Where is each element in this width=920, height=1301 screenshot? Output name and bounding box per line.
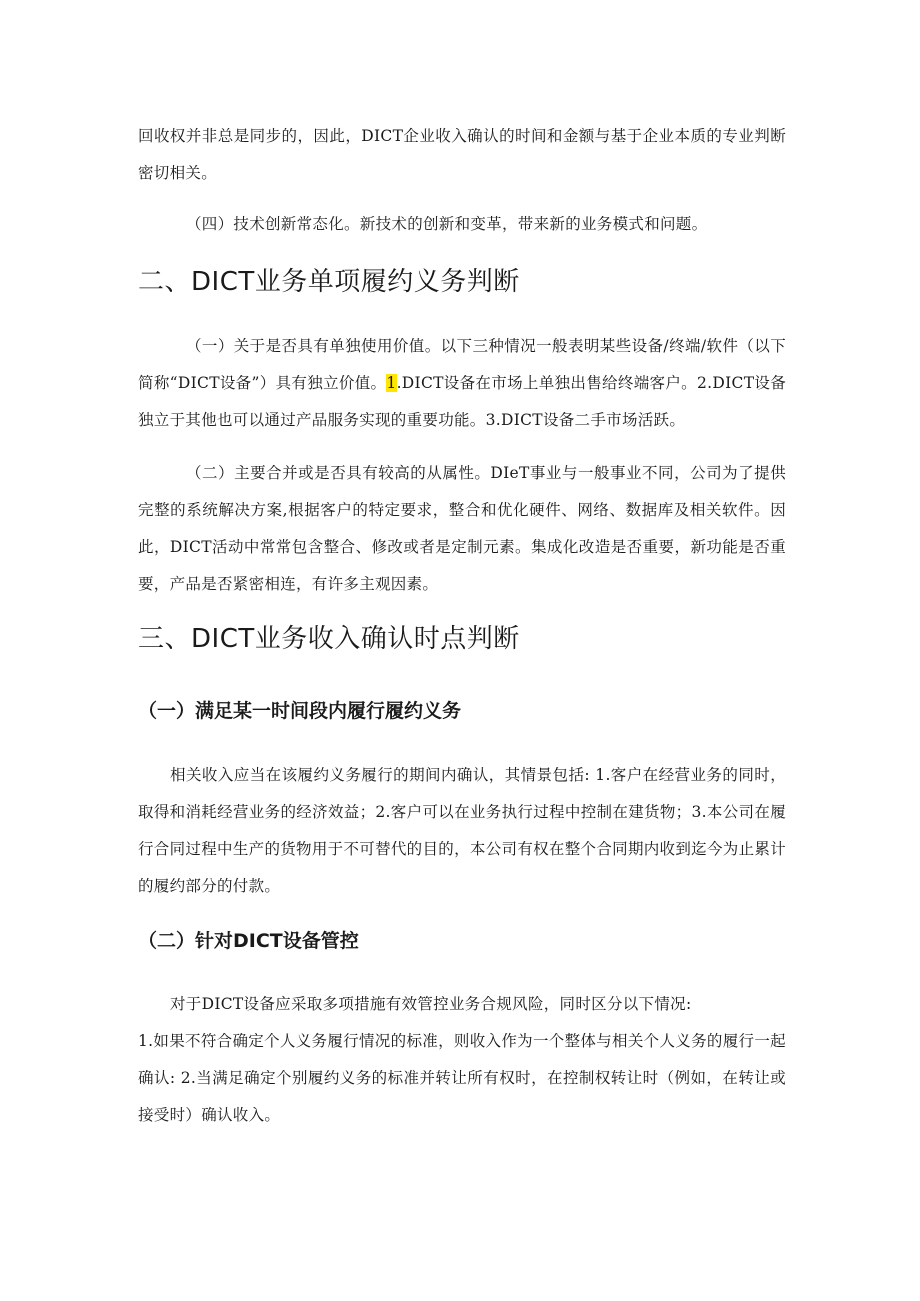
paragraph-period-recognition: 相关收入应当在该履约义务履行的期间内确认，其情景包括: 1.客户在经营业务的同时，取得和消耗经营业务的经济效益；2.客户可以在业务执行过程中控制在建货物；3.本公司在履行合同过程中生产的货物用于不可替代的目的，本公司有权在整个合同期内收到迄今为止累计的履约部分的付款。 bbox=[138, 766, 786, 895]
paragraph-tech-innovation: （四）技术创新常态化。新技术的创新和变革，带来新的业务模式和问题。 bbox=[186, 215, 708, 233]
section-heading-2: 二、DICT业务单项履约义务判断 bbox=[138, 267, 520, 297]
paragraph-device-control: 对于DICT设备应采取多项措施有效管控业务合规风险，同时区分以下情况: bbox=[170, 995, 692, 1013]
paragraph-standalone-value bbox=[138, 328, 786, 439]
subsection-heading-period: （一）满足某一时间段内履行履约义务 bbox=[138, 700, 462, 722]
paragraph-standalone-value-before: （一）关于是否具有单独使用价值。以下三种情况一般表明某些设备/终端/软件（以下简称“DICT设备”）具有独立价值。 bbox=[138, 337, 786, 392]
section-heading-3: 三、DICT业务收入确认时点判断 bbox=[138, 624, 520, 654]
paragraph-recognition-cases: 1.如果不符合确定个人义务履行情况的标准，则收入作为一个整体与相关个人义务的履行一起确认: 2.当满足确定个别履约义务的标准并转让所有权时，在控制权转让时（例如，在转让或接受时）确认收入。 bbox=[138, 1032, 786, 1124]
paragraph-standalone-value-after: .DICT设备在市场上单独出售给终端客户。2.DICT设备独立于其他也可以通过产品服务实现的重要功能。3.DICT设备二手市场活跃。 bbox=[138, 374, 786, 429]
subsection-heading-device-control: （二）针对DICT设备管控 bbox=[138, 930, 359, 952]
paragraph-revenue-timing: 回收权并非总是同步的，因此，DICT企业收入确认的时间和金额与基于企业本质的专业判断密切相关。 bbox=[138, 127, 786, 182]
paragraph-integration: （二）主要合并或是否具有较高的从属性。DIeT事业与一般事业不同，公司为了提供完整的系统解决方案,根据客户的特定要求，整合和优化硬件、网络、数据库及相关软件。因此，DICT活动中常常包含整合、修改或者是定制元素。集成化改造是否重要，新功能是否重要，产品是否紧密相连，有许多主观因素。 bbox=[138, 464, 786, 593]
highlighted-number: 1 bbox=[386, 374, 397, 392]
